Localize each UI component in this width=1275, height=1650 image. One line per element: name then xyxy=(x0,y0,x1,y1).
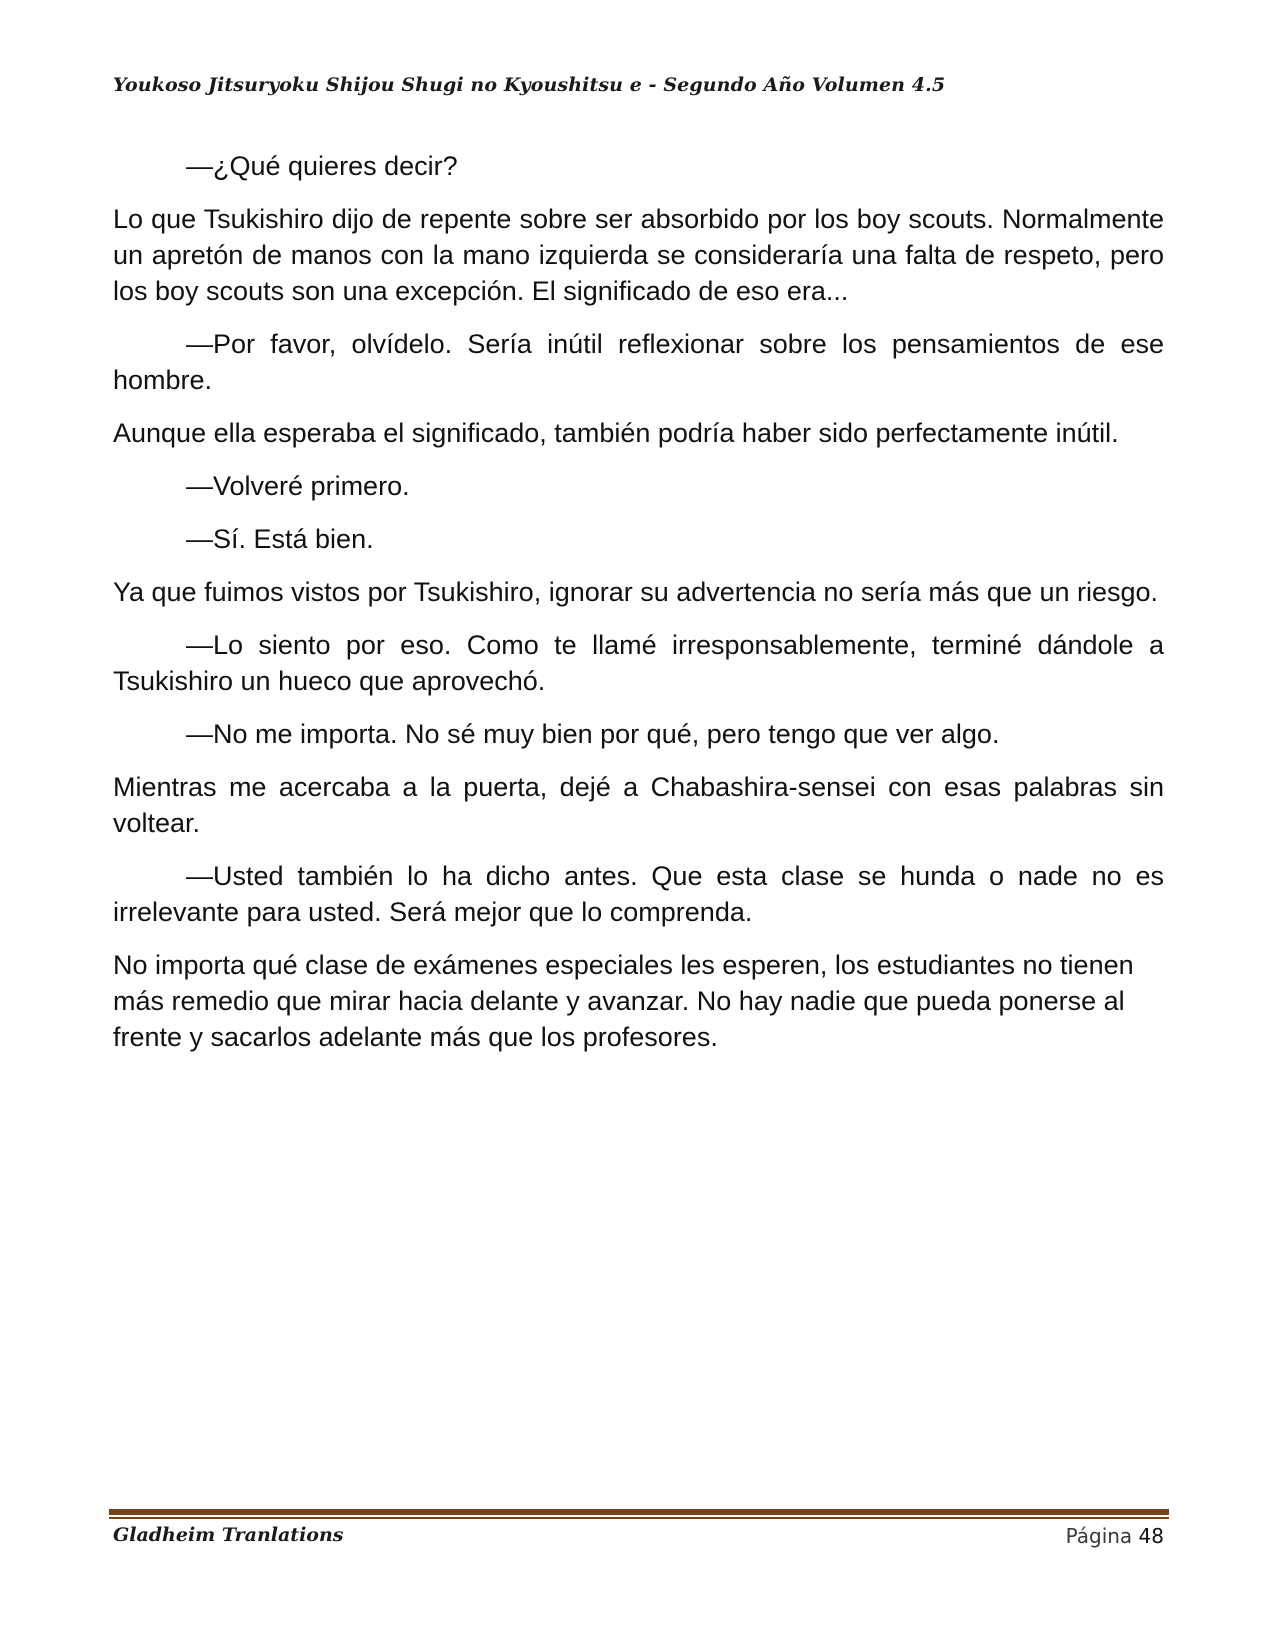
page-number: 48 xyxy=(1138,1524,1164,1548)
paragraph-dialogue: —Lo siento por eso. Como te llamé irresponsablemente, terminé dándole a Tsukishiro un hueco que aprovechó. xyxy=(113,630,1164,696)
paragraph-dialogue: —Volveré primero. xyxy=(186,471,410,501)
page-label: Página xyxy=(1065,1524,1133,1548)
paragraph-dialogue: —No me importa. No sé muy bien por qué, pero tengo que ver algo. xyxy=(186,719,1000,749)
paragraph-dialogue: —¿Qué quieres decir? xyxy=(186,151,458,181)
footer-publisher: Gladheim Tranlations xyxy=(113,1524,344,1546)
paragraph-narration: Mientras me acercaba a la puerta, dejé a Chabashira-sensei con esas palabras sin voltear. xyxy=(113,772,1164,838)
document-body xyxy=(113,148,1164,1072)
paragraph-narration: Aunque ella esperaba el significado, también podría haber sido perfectamente inútil. xyxy=(113,418,1119,448)
paragraph-dialogue: —Por favor, olvídelo. Sería inútil reflexionar sobre los pensamientos de ese hombre. xyxy=(113,329,1164,395)
footer-page-indicator xyxy=(1066,1524,1164,1548)
paragraph-narration: Lo que Tsukishiro dijo de repente sobre ser absorbido por los boy scouts. Normalmente un apretón de manos con la mano izquierda se consideraría una falta de respeto, pero los boy scouts son una excepción. El significado de eso era... xyxy=(113,204,1164,306)
running-header: Youkoso Jitsuryoku Shijou Shugi no Kyoushitsu e - Segundo Año Volumen 4.5 xyxy=(113,74,946,96)
paragraph-narration: Ya que fuimos vistos por Tsukishiro, ignorar su advertencia no sería más que un riesgo. xyxy=(113,577,1159,607)
footer-rule-thick xyxy=(109,1509,1169,1515)
paragraph-dialogue: —Sí. Está bien. xyxy=(186,524,374,554)
footer-rule-thin xyxy=(109,1517,1169,1519)
paragraph-narration: No importa qué clase de exámenes especiales les esperen, los estudiantes no tienen más remedio que mirar hacia delante y avanzar. No hay nadie que pueda ponerse al frente y sacarlos adelante más que los profesores. xyxy=(113,950,1134,1052)
paragraph-dialogue: —Usted también lo ha dicho antes. Que esta clase se hunda o nade no es irrelevante para usted. Será mejor que lo comprenda. xyxy=(113,861,1164,927)
